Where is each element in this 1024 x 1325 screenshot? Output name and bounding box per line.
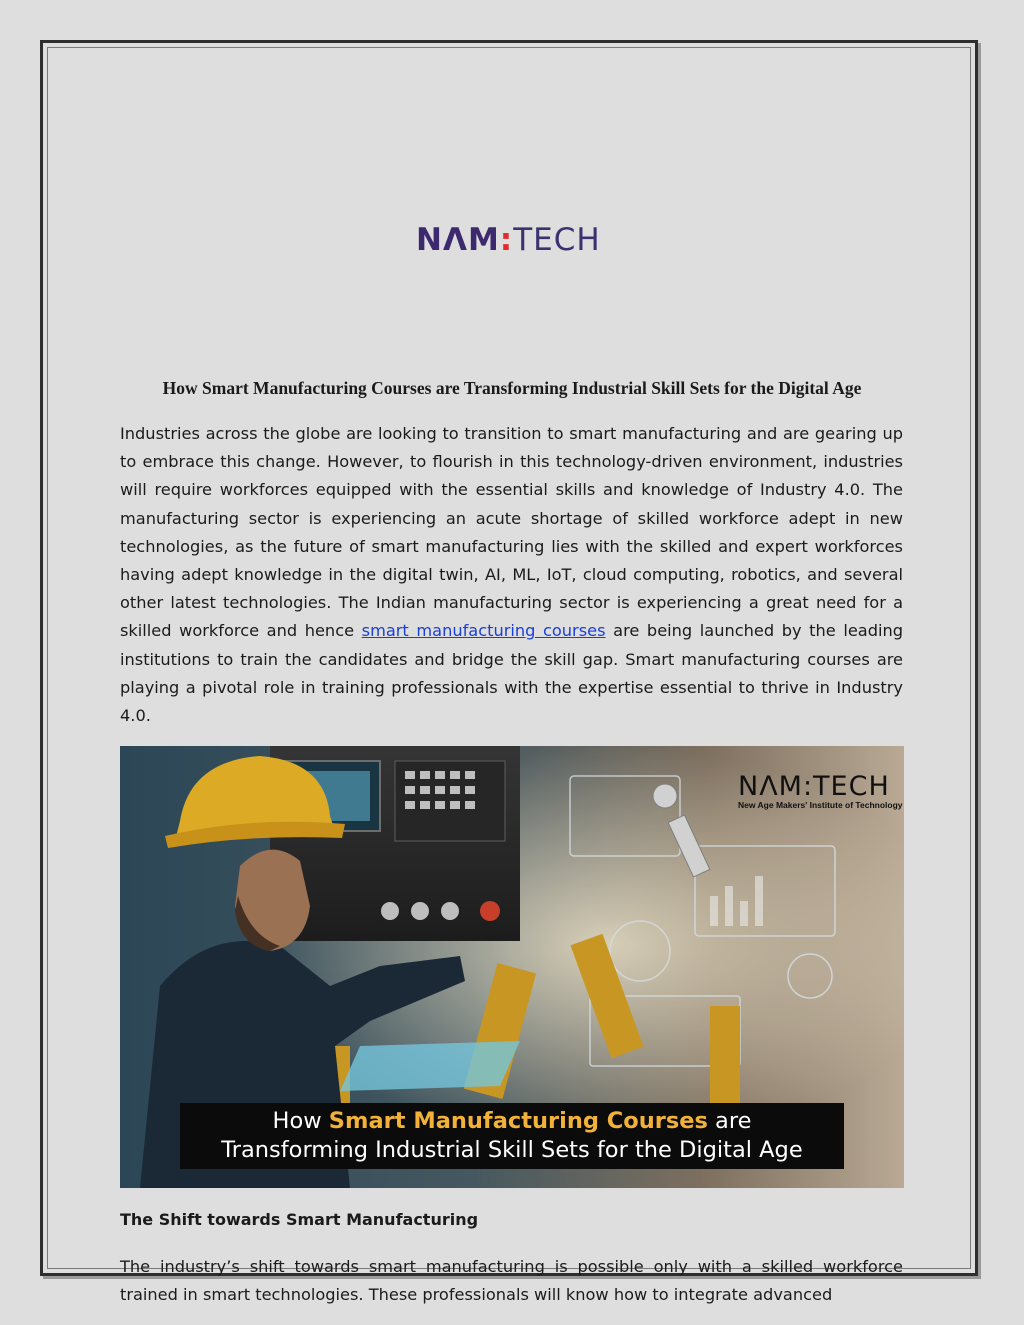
intro-paragraph [120,420,903,730]
article-title: How Smart Manufacturing Courses are Transforming Industrial Skill Sets for the Digital Age [162,378,862,398]
logo-part1: N [416,222,443,258]
banner-line1-c: are [707,1108,752,1134]
hero-image [120,746,904,1188]
namtech-logo [416,222,601,258]
section-heading: The Shift towards Smart Manufacturing [120,1210,479,1229]
logo-part3: TECH [513,222,601,258]
banner-line-2: Transforming Industrial Skill Sets for the Digital Age [221,1137,803,1163]
hero-banner [180,1103,844,1169]
hero-logo [738,771,903,810]
hero-logo-tagline: New Age Makers' Institute of Technology [738,800,903,810]
banner-line1-highlight: Smart Manufacturing Courses [328,1108,708,1134]
intro-text-before-link: Industries across the globe are looking to transition to smart manufacturing and are gearing up to embrace this change. However, to flourish in this technology-driven environment, industries will require workforces equipped with the essential skills and knowledge of Industry 4.0. The manufacturing sector is experiencing an acute shortage of skilled workforce adept in new technologies, as the future of smart manufacturing lies with the skilled and expert workforces having adept knowledge in the digital twin, AI, ML, IoT, cloud computing, robotics, and several other latest technologies. The Indian manufacturing sector is experiencing a great need for a skilled workforce and hence [120,424,903,641]
smart-manufacturing-courses-link[interactable]: smart manufacturing courses [361,621,606,641]
hero-logo-text: NΛM:TECH [738,771,890,802]
banner-line1-a: How [272,1108,329,1134]
section-paragraph: The industry’s shift towards smart manufacturing is possible only with a skilled workforce trained in smart technologies. These professionals will know how to integrate advanced [120,1257,903,1305]
logo-part2: ΛM [442,222,500,258]
logo-separator: : [499,222,514,258]
intro-text-after-link: are being launched by the leading institutions to train the candidates and bridge the skill gap. Smart manufacturing courses are playing a pivotal role in training professionals with the expertise essential to thrive in Industry 4.0. [120,621,904,726]
banner-line-1 [180,1107,844,1136]
